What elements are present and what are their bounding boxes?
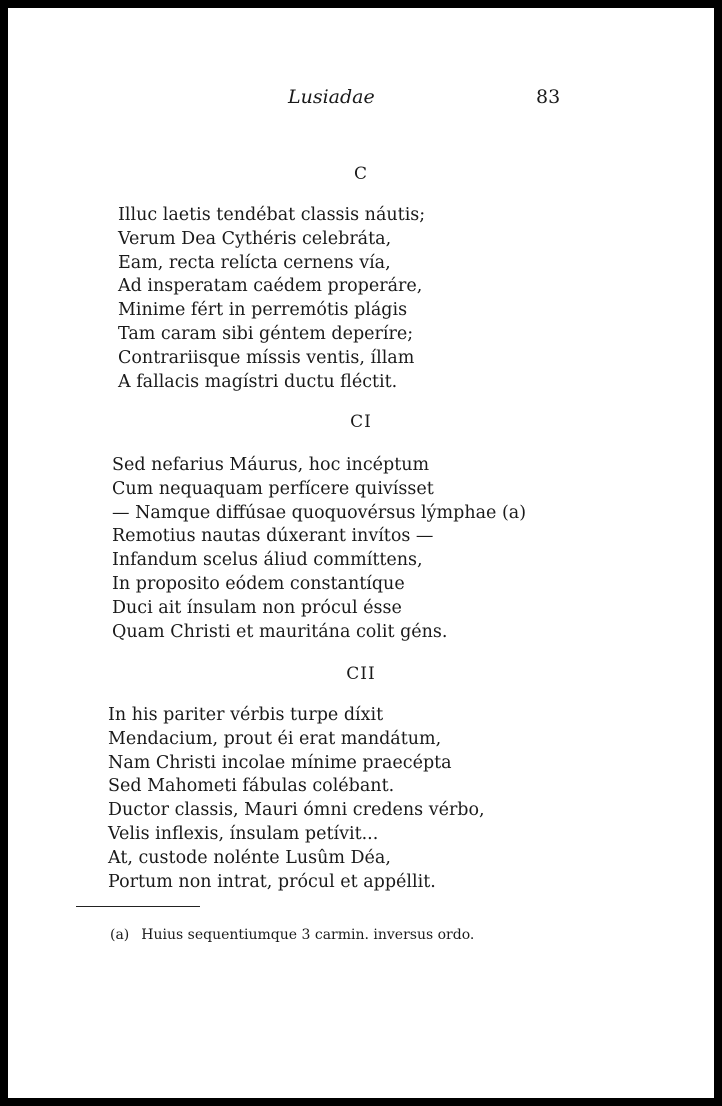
stanza-number-cii: CII: [346, 664, 376, 684]
verse-line: Tam caram sibi géntem deperíre;: [118, 323, 414, 344]
footnote-mark: (a): [110, 927, 130, 943]
verse-line: Quam Christi et mauritána colit géns.: [112, 621, 448, 642]
stanza-number-c: C: [353, 164, 368, 184]
verse-line: Portum non intrat, prócul et appéllit.: [108, 871, 436, 892]
verse-line: Mendacium, prout éi erat mandátum,: [108, 728, 442, 749]
running-title: Lusiadae: [288, 86, 375, 108]
verse-line: Nam Christi incolae mínime praecépta: [108, 752, 452, 773]
verse-line: Sed nefarius Máurus, hoc incéptum: [112, 455, 430, 475]
footnote: [110, 927, 474, 943]
verse-line: Contrariisque míssis ventis, íllam: [118, 347, 415, 368]
footnote-divider: [76, 906, 200, 907]
verse-line: Remotius nautas dúxerant invítos —: [112, 526, 434, 547]
verse-line: Minime fért in perremótis plágis: [118, 300, 408, 321]
verse-line: A fallacis magístri ductu fléctit.: [118, 371, 398, 392]
stanza-number-ci: CI: [350, 412, 372, 432]
verse-line: Velis inflexis, ínsulam petívit...: [108, 823, 379, 844]
footnote-text: Huius sequentiumque 3 carmin. inversus ordo.: [141, 927, 475, 943]
stanza-cii: [108, 704, 485, 894]
verse-line: — Namque diffúsae quoquovérsus lýmphae (a): [112, 502, 527, 523]
stanza-ci: [112, 454, 526, 644]
verse-line: Ad insperatam caédem properáre,: [118, 276, 423, 297]
verse-line: At, custode nolénte Lusûm Déa,: [108, 847, 391, 868]
verse-line: In proposito eódem constantíque: [112, 573, 405, 594]
page-number: 83: [536, 86, 561, 108]
verse-line: Cum nequaquam perfícere quivísset: [112, 478, 434, 499]
verse-line: Verum Dea Cythéris celebráta,: [118, 228, 392, 249]
verse-line: Eam, recta relícta cernens vía,: [118, 252, 391, 273]
verse-line: Illuc laetis tendébat classis náutis;: [118, 205, 426, 225]
stanza-c: [118, 204, 425, 394]
verse-line: Ductor classis, Mauri ómni credens vérbo,: [108, 800, 485, 821]
verse-line: Infandum scelus áliud commíttens,: [112, 550, 423, 571]
verse-line: Duci ait ínsulam non prócul ésse: [112, 597, 402, 618]
verse-line: Sed Mahometi fábulas colébant.: [108, 776, 395, 797]
book-page: [8, 8, 714, 1098]
verse-line: In his pariter vérbis turpe díxit: [108, 705, 384, 725]
